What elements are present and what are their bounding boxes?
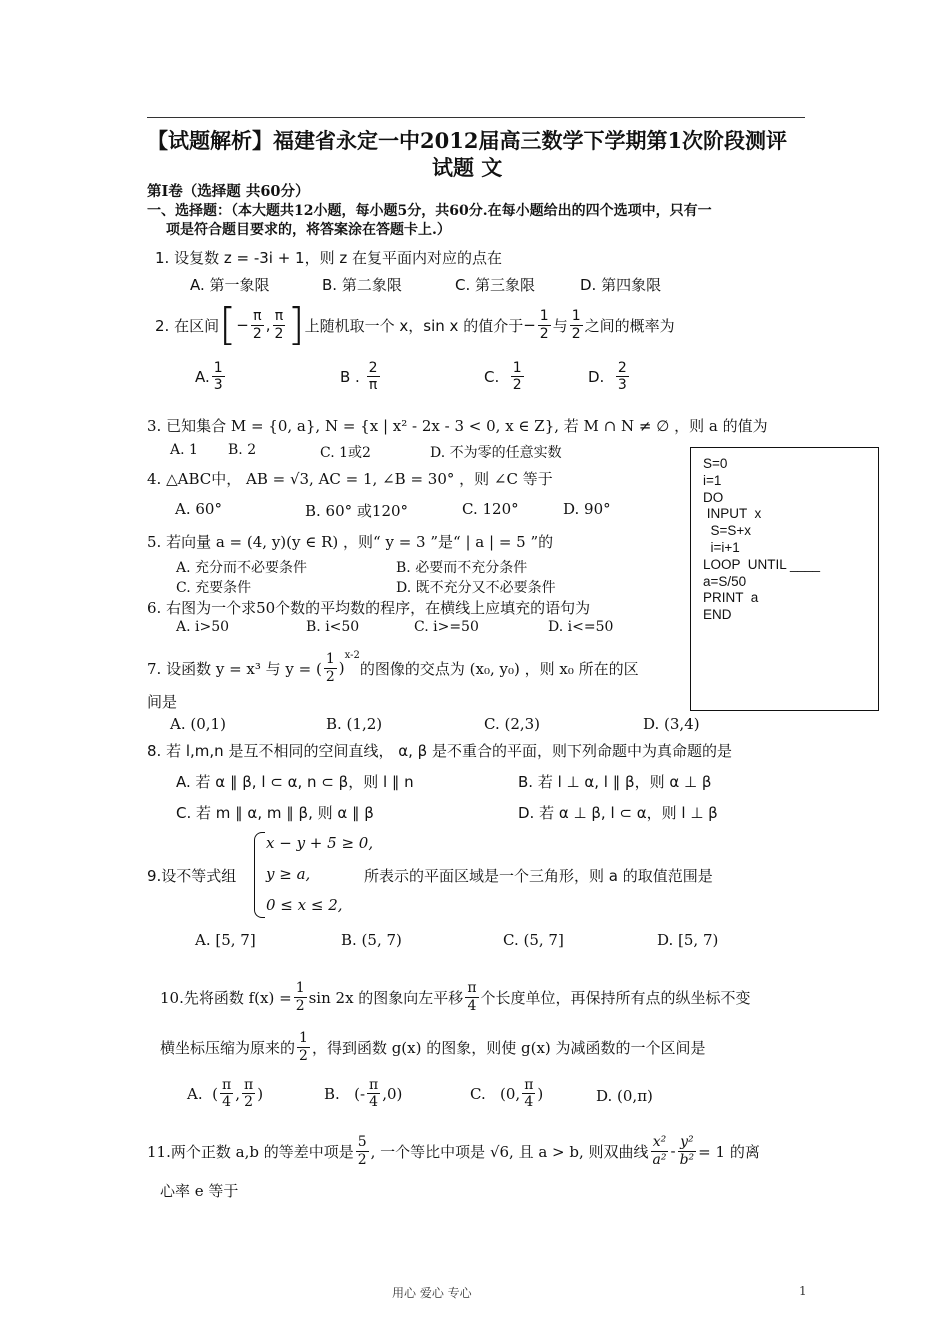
q4-stem: 4. △ABC中， AB = √3, AC = 1, ∠B = 30° ，则 ∠C 等于 bbox=[147, 470, 553, 488]
q2-stem bbox=[155, 297, 675, 353]
q11-stem-a: 11.两个正数 a,b 的等差中项是 bbox=[147, 1142, 354, 1161]
q11-frac-x-num: x² bbox=[652, 1134, 667, 1151]
title-line-1: 【试题解析】福建省永定一中2012届高三数学下学期第1次阶段测评 bbox=[147, 128, 788, 153]
program-line: S=0 bbox=[703, 456, 728, 471]
q2-a-label: A. bbox=[195, 367, 210, 386]
q2-b-frac bbox=[367, 360, 380, 393]
q10-a-pre: ( bbox=[212, 1084, 219, 1103]
q2-a-den: 3 bbox=[213, 377, 223, 394]
q2-frac-b-den: 2 bbox=[274, 325, 284, 342]
q8-option-c: C. 若 m ∥ α, m ∥ β, 则 α ∥ β bbox=[176, 804, 374, 822]
q2-c-den: 2 bbox=[512, 377, 522, 394]
program-line: PRINT a bbox=[703, 590, 759, 606]
q7-line-2: 间是 bbox=[147, 693, 178, 711]
left-bracket-icon: [ bbox=[219, 299, 237, 350]
q4-option-c: C. 120° bbox=[462, 500, 519, 518]
q2-frac-b-num: π bbox=[274, 308, 284, 325]
program-line: INPUT x bbox=[703, 506, 762, 522]
q2-c-num: 1 bbox=[512, 360, 522, 376]
q10-a-comma: , bbox=[235, 1084, 240, 1103]
q10-line-2-a: 横坐标压缩为原来的 bbox=[160, 1038, 296, 1057]
q10-a-post: ) bbox=[257, 1084, 264, 1103]
q3-option-d: D. 不为零的任意实数 bbox=[430, 445, 562, 461]
part-heading: 第I卷（选择题 共60分） bbox=[147, 183, 310, 200]
q11-frac-1 bbox=[356, 1134, 369, 1167]
q5-option-b: B. 必要而不充分条件 bbox=[396, 560, 528, 576]
q11-frac-1-den: 2 bbox=[357, 1151, 367, 1168]
q6-option-d: D. i<=50 bbox=[548, 619, 614, 635]
q10-frac-1-num: 1 bbox=[295, 980, 305, 997]
q10-b-label: B. bbox=[324, 1084, 340, 1103]
q2-suffix: 之间的概率为 bbox=[584, 316, 675, 335]
program-line: a=S/50 bbox=[703, 573, 747, 589]
q2-frac-c bbox=[538, 308, 551, 341]
q10-a-n1: π bbox=[222, 1077, 232, 1093]
q9-option-b: B. (5, 7) bbox=[341, 931, 402, 949]
q6-stem: 6. 右图为一个求50个数的平均数的程序，在横线上应填充的语句为 bbox=[147, 599, 591, 617]
q1-option-a: A. 第一象限 bbox=[190, 276, 270, 294]
right-bracket-icon: ] bbox=[287, 299, 305, 350]
q11-minus: - bbox=[670, 1142, 676, 1160]
q9-inequality-1: x − y + 5 ≥ 0, bbox=[266, 834, 374, 852]
program-code bbox=[703, 456, 820, 624]
q2-frac-c-den: 2 bbox=[539, 325, 549, 342]
q1-option-c: C. 第三象限 bbox=[455, 276, 536, 294]
q1-option-b: B. 第二象限 bbox=[322, 276, 402, 294]
q7-half-den: 2 bbox=[325, 668, 335, 685]
q7-stem-b: ) bbox=[338, 659, 345, 677]
q2-mid: 上随机取一个 x，sin x 的值介于 bbox=[304, 316, 524, 335]
q2-a-num: 1 bbox=[213, 360, 223, 376]
program-line: END bbox=[703, 607, 732, 623]
q11-frac-y-num: y² bbox=[680, 1134, 694, 1151]
q2-frac-d bbox=[570, 308, 583, 341]
q4-option-d: D. 90° bbox=[563, 500, 611, 518]
q6-option-c: C. i>=50 bbox=[414, 619, 479, 635]
q10-option-d: D. (0,π) bbox=[596, 1087, 653, 1105]
q2-option-b bbox=[340, 360, 382, 393]
q10-b-n: π bbox=[369, 1077, 379, 1093]
q10-option-b bbox=[324, 1077, 402, 1110]
q10-c-n: π bbox=[524, 1077, 534, 1093]
q10-c-d: 4 bbox=[524, 1094, 534, 1111]
q7-option-b: B. (1,2) bbox=[326, 715, 383, 733]
q10-stem-a: 10.先将函数 f(x) = bbox=[160, 988, 292, 1007]
q10-frac-3-num: 1 bbox=[299, 1030, 308, 1047]
q11-frac-1-num: 5 bbox=[357, 1134, 367, 1151]
q8-option-b: B. 若 l ⊥ α, l ∥ β，则 α ⊥ β bbox=[518, 773, 712, 791]
q11-stem-b: , 一个等比中项是 √6, 且 a > b, 则双曲线 bbox=[370, 1142, 649, 1161]
q7-option-c: C. (2,3) bbox=[484, 715, 541, 733]
q7-option-a: A. (0,1) bbox=[170, 715, 226, 733]
q3-stem: 3. 已知集合 M = {0, a}, N = {x | x² - 2x - 3 < 0, x ∈ Z}, 若 M ∩ N ≠ ∅ ，则 a 的值为 bbox=[147, 417, 768, 435]
q2-frac-a bbox=[251, 308, 264, 341]
q10-b-pre: (- bbox=[354, 1084, 366, 1103]
q2-c-label: C. bbox=[484, 367, 500, 386]
q10-a-d2: 2 bbox=[244, 1094, 254, 1111]
left-brace-icon bbox=[254, 832, 265, 918]
q2-frac-a-num: π bbox=[253, 308, 262, 325]
q4-option-a: A. 60° bbox=[175, 500, 222, 518]
q10-stem-b: sin 2x 的图象向左平移 bbox=[308, 988, 464, 1007]
q5-option-d: D. 既不充分又不必要条件 bbox=[396, 580, 556, 596]
q2-comma: , bbox=[265, 316, 271, 334]
q4-option-b: B. 60° 或120° bbox=[305, 502, 409, 520]
q2-d-num: 2 bbox=[617, 360, 627, 376]
q10-frac-2-num: π bbox=[467, 980, 477, 997]
q10-frac-1-den: 2 bbox=[295, 997, 305, 1014]
section-instructions-line-2: 项是符合题目要求的，将答案涂在答题卡上.） bbox=[166, 222, 451, 238]
q8-option-d: D. 若 α ⊥ β, l ⊂ α，则 l ⊥ β bbox=[518, 804, 718, 822]
q2-d-frac bbox=[616, 360, 629, 393]
q10-frac-3-den: 2 bbox=[299, 1047, 308, 1064]
q10-b-post: ,0) bbox=[382, 1084, 403, 1103]
program-line: i=1 bbox=[703, 472, 722, 488]
q8-option-a: A. 若 α ∥ β, l ⊂ α, n ⊂ β，则 l ∥ n bbox=[176, 773, 414, 791]
q2-option-a bbox=[195, 360, 227, 393]
q9-option-d: D. [5, 7) bbox=[657, 931, 719, 949]
page-number: 1 bbox=[799, 1284, 807, 1298]
q11-frac-x-den: a² bbox=[652, 1151, 667, 1168]
q5-option-a: A. 充分而不必要条件 bbox=[176, 560, 308, 576]
q5-stem: 5. 若向量 a = (4, y)(y ∈ R) ，则“ y = 3 ”是“ | a | = 5 ”的 bbox=[147, 533, 554, 551]
program-box bbox=[690, 447, 879, 711]
q8-stem: 8. 若 l,m,n 是互不相同的空间直线， α, β 是不重合的平面，则下列命题中为真命题的是 bbox=[147, 742, 732, 760]
q10-stem-c: 个长度单位，再保持所有点的纵坐标不变 bbox=[480, 988, 751, 1007]
program-line: DO bbox=[703, 489, 724, 505]
q7-half-num: 1 bbox=[325, 651, 335, 668]
q9-label: 9.设不等式组 bbox=[147, 867, 237, 885]
program-line: LOOP UNTIL ____ bbox=[703, 556, 821, 572]
q7-stem bbox=[147, 648, 639, 688]
q11-line-1 bbox=[147, 1128, 760, 1174]
q10-option-a bbox=[187, 1077, 263, 1110]
q11-frac-x bbox=[651, 1134, 669, 1167]
q10-c-frac bbox=[522, 1077, 535, 1110]
q10-a-n2: π bbox=[244, 1077, 254, 1093]
q10-b-frac bbox=[367, 1077, 380, 1110]
q9-inequality-3: 0 ≤ x ≤ 2, bbox=[266, 896, 343, 914]
q2-yu: 与 bbox=[552, 316, 568, 335]
q10-line-2-b: ，得到函数 g(x) 的图象，则使 g(x) 为减函数的一个区间是 bbox=[311, 1038, 706, 1057]
q6-option-a: A. i>50 bbox=[176, 619, 230, 635]
q7-half bbox=[324, 651, 337, 684]
q5-option-c: C. 充要条件 bbox=[176, 580, 252, 596]
title-line-2: 试题 文 bbox=[432, 155, 503, 180]
q2-d-den: 3 bbox=[617, 377, 627, 394]
q2-minus-half: − bbox=[523, 316, 536, 334]
q2-option-c bbox=[484, 360, 526, 393]
q11-frac-y-den: b² bbox=[679, 1151, 695, 1168]
q10-line-1 bbox=[160, 975, 751, 1019]
q2-prefix: 2. 在区间 bbox=[155, 316, 220, 335]
q2-c-frac bbox=[511, 360, 524, 393]
q10-a-label: A. bbox=[187, 1084, 203, 1103]
q9-suffix: 所表示的平面区域是一个三角形，则 a 的取值范围是 bbox=[364, 867, 713, 885]
q2-b-label: B . bbox=[340, 367, 360, 386]
q1-stem: 1. 设复数 z = -3i + 1，则 z 在复平面内对应的点在 bbox=[155, 249, 503, 267]
q7-stem-c: 的图像的交点为 (x₀, y₀) ，则 x₀ 所在的区 bbox=[359, 659, 639, 678]
q9-option-c: C. (5, 7] bbox=[503, 931, 564, 949]
q2-b-num: 2 bbox=[368, 360, 378, 376]
q2-a-frac bbox=[212, 360, 225, 393]
q11-line-2: 心率 e 等于 bbox=[160, 1182, 239, 1200]
q10-frac-2-den: 4 bbox=[467, 997, 477, 1014]
q10-option-c bbox=[470, 1077, 543, 1110]
q2-frac-d-den: 2 bbox=[571, 325, 581, 342]
q2-frac-a-den: 2 bbox=[252, 325, 262, 342]
q11-frac-y bbox=[678, 1134, 697, 1167]
q10-a-frac-2 bbox=[242, 1077, 255, 1110]
q10-frac-2 bbox=[465, 980, 478, 1013]
program-line: S=S+x bbox=[703, 523, 752, 539]
q10-line-2 bbox=[160, 1025, 706, 1069]
q2-d-label: D. bbox=[588, 367, 605, 386]
q7-option-d: D. (3,4) bbox=[643, 715, 700, 733]
q11-stem-c: = 1 的离 bbox=[698, 1142, 760, 1161]
q9-option-a: A. [5, 7] bbox=[195, 931, 256, 949]
q10-frac-3 bbox=[297, 1030, 310, 1063]
q10-a-d1: 4 bbox=[222, 1094, 232, 1111]
q10-frac-1 bbox=[294, 980, 307, 1013]
q10-b-d: 4 bbox=[369, 1094, 379, 1111]
q7-exponent: x-2 bbox=[344, 650, 360, 661]
q2-option-d bbox=[588, 360, 631, 393]
q10-c-post: ) bbox=[537, 1084, 544, 1103]
q3-option-b: B. 2 bbox=[228, 442, 257, 458]
q2-frac-b bbox=[273, 308, 286, 341]
q3-option-c: C. 1或2 bbox=[320, 445, 371, 461]
q10-a-frac-1 bbox=[220, 1077, 233, 1110]
section-instructions-line-1: 一、选择题：（本大题共12小题，每小题5分，共60分.在每小题给出的四个选项中，只有一 bbox=[147, 203, 712, 219]
footer-text: 用心 爱心 专心 bbox=[392, 1286, 472, 1300]
header-rule bbox=[147, 117, 805, 118]
q10-c-label: C. bbox=[470, 1084, 486, 1103]
q2-frac-c-num: 1 bbox=[539, 308, 549, 325]
q9-inequality-2: y ≥ a, bbox=[266, 865, 311, 883]
program-line: i=i+1 bbox=[703, 539, 740, 555]
q1-option-d: D. 第四象限 bbox=[580, 276, 662, 294]
q2-minus: − bbox=[236, 316, 249, 334]
q2-b-den: π bbox=[368, 377, 378, 394]
q2-frac-d-num: 1 bbox=[571, 308, 581, 325]
q7-stem-a: 7. 设函数 y = x³ 与 y = ( bbox=[147, 659, 322, 678]
q3-option-a: A. 1 bbox=[170, 442, 198, 458]
q10-c-pre: (0, bbox=[500, 1084, 521, 1103]
q6-option-b: B. i<50 bbox=[306, 619, 360, 635]
